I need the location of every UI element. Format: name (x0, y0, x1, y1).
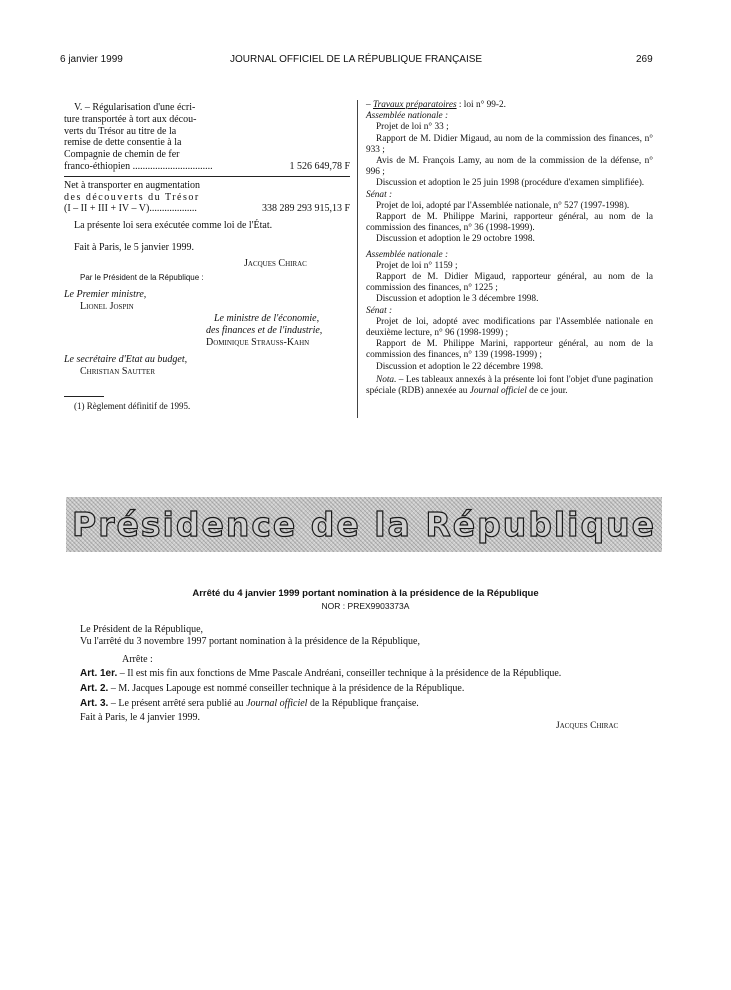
minister-title: des finances et de l'industrie, (206, 324, 323, 336)
item-v-line: V. – Régularisation d'une écri- (74, 102, 196, 113)
procedure-line: Projet de loi n° 33 ; (376, 122, 449, 133)
secretary-title: Le secrétaire d'Etat au budget, (64, 354, 188, 366)
total-rule (64, 176, 350, 177)
net-line: des découverts du Trésor (64, 191, 200, 203)
procedure-line: Discussion et adoption le 3 décembre 1998. (376, 294, 539, 305)
decree-signature: Jacques Chirac (556, 721, 619, 731)
item-v-line: remise de dette consentie à la (64, 137, 182, 149)
net-amount: 338 289 293 915,13 F (261, 203, 350, 215)
net-total-row (64, 203, 350, 215)
right-column: – Travaux préparatoires : loi n° 99-2. Assemblée nationale : Projet de loi n° 33 ; Rapport de M. Didier Migaud, au nom de la commission des finances, n° 933 ; Avis de M. François Lamy, au nom de la commission de la défense, n° 996 ; Discussion et adoption le 25 juin 1998 (procédure d'examen simplifiée). Sénat : Projet de loi, adopté par l'Assemblée nationale, n° 527 (1997-1998). Rapport de M. Philippe Marini, rapporteur général, au nom de la commission des finances, n° 36 (1998-1999). Discussion et adoption le 29 octobre 1998. Assemblée nationale : Projet de loi n° 1159 ; Rapport de M. Didier Migaud, rapporteur général, au nom de la commission des finances, n° 1225 ; Discussion et adoption le 3 décembre 1998. Sénat : Projet de loi, adopté avec modifications par l'Assemblée nationale en deuxième lecture, n° 96 (1998-1999) ; Rapport de M. Philippe Marini, rapporteur général, au nom de la commission des finances, n° 139 (1998-1999) ; Discussion et adoption le 22 décembre 1998. Nota. – Les tableaux annexés à la présente loi font l'objet d'une pagination spéciale (RDB) annexée au Journal officiel de ce jour. (366, 100, 653, 397)
procedure-line: Discussion et adoption le 22 décembre 1998. (376, 361, 544, 372)
procedure-line: Rapport de M. Philippe Marini, rapporteur général, au nom de la commission des finances, n° 36 (1998-1999). (366, 212, 653, 234)
procedure-line: Avis de M. François Lamy, au nom de la commission de la défense, n° 996 ; (366, 156, 653, 178)
journal-title: JOURNAL OFFICIEL DE LA RÉPUBLIQUE FRANÇAISE (230, 54, 483, 65)
item-v-line: ture transportée à tort aux décou- (64, 113, 197, 125)
pm-title: Le Premier ministre, (64, 289, 147, 301)
item-v-line: Compagnie de chemin de fer (64, 149, 180, 161)
procedure-line: Rapport de M. Didier Migaud, au nom de la commission des finances, n° 933 ; (366, 133, 653, 155)
item-v-last-line: franco-éthiopien ................................ (64, 160, 213, 172)
footnote-rule (64, 396, 104, 397)
article-text: – Le présent arrêté sera publié au (108, 698, 247, 709)
secretary-name: Christian Sautter (80, 366, 156, 378)
net-line: Net à transporter en augmentation (64, 179, 201, 191)
page-number: 269 (636, 54, 653, 65)
footnote: (1) Règlement définitif de 1995. (74, 400, 191, 411)
par-le-president: Par le Président de la République : (80, 272, 204, 282)
article-text-end: de la République française. (307, 698, 419, 709)
decree-para: Le Président de la République, (80, 624, 204, 635)
procedure-line: Discussion et adoption le 25 juin 1998 (procédure d'examen simplifiée). (376, 178, 645, 189)
president-signature: Jacques Chirac (244, 257, 307, 269)
nota-text: – Les tableaux annexés à la présente loi font l'objet d'une pagination spéciale (RDB) annexée au (366, 374, 653, 397)
procedure-line: Projet de loi, adopté par l'Assemblée nationale, n° 527 (1997-1998). (376, 200, 630, 211)
article-text: – Il est mis fin aux fonctions de Mme Pascale Andréani, conseiller technique à la présidence de la République. (117, 668, 562, 679)
minister-title: Le ministre de l'économie, (214, 312, 320, 324)
nota-label: Nota. (376, 374, 397, 385)
procedure-line: Discussion et adoption le 29 octobre 1998. (376, 234, 535, 245)
decree-arrete: Arrête : (122, 654, 153, 665)
article-text: – M. Jacques Lapouge est nommé conseiller technique à la présidence de la République. (108, 683, 465, 694)
procedure-line: Projet de loi n° 1159 ; (376, 260, 458, 271)
banner-title: Présidence de la République (72, 505, 656, 544)
fait-left: Fait à Paris, le 5 janvier 1999. (74, 241, 194, 253)
decree-title: Arrêté du 4 janvier 1999 portant nomination à la présidence de la République (192, 588, 539, 599)
section-heading: Assemblée nationale : (366, 111, 449, 122)
section-heading: Assemblée nationale : (366, 249, 449, 260)
procedure-line: Projet de loi, adopté avec modifications par l'Assemblée nationale en deuxième lecture, n° 96 (1998-1999) ; (366, 316, 653, 339)
nota-text-end: de ce jour. (526, 386, 568, 397)
net-last-line: (I – II + III + IV – V)................... (64, 203, 197, 215)
section-heading: Sénat : (366, 305, 393, 316)
procedure-line: Rapport de M. Didier Migaud, rapporteur général, au nom de la commission des finances, n° 1225 ; (366, 272, 653, 294)
item-v-block (64, 102, 236, 161)
header-date: 6 janvier 1999 (60, 54, 123, 65)
minister-block (64, 313, 350, 348)
minister-name: Dominique Strauss-Kahn (206, 336, 310, 348)
loi-text: La présente loi sera exécutée comme loi de l'État. (74, 220, 273, 232)
decree-para: Vu l'arrêté du 3 novembre 1997 portant nomination à la présidence de la République, (80, 636, 420, 647)
item-v-amount: 1 526 649,78 F (289, 160, 350, 172)
decree-body (80, 624, 670, 724)
article-journal: Journal officiel (246, 698, 308, 709)
nota-journal: Journal officiel (469, 386, 527, 397)
left-column (64, 102, 350, 413)
decree-nor: NOR : PREX9903373A (321, 601, 410, 611)
section-heading: Sénat : (366, 189, 393, 200)
procedure-line: Rapport de M. Philippe Marini, rapporteur général, au nom de la commission des finances, n° 139 (1998-1999) ; (366, 339, 653, 361)
travaux-rest: : loi n° 99-2. (456, 100, 507, 110)
article-label: Art. 2. (80, 683, 109, 694)
article-label: Art. 3. (80, 698, 109, 709)
travaux-label: Travaux préparatoires (372, 100, 457, 110)
item-v-line: verts du Trésor au titre de la (64, 125, 177, 137)
article-label: Art. 1er. (80, 668, 118, 679)
item-v-total-row (64, 161, 350, 173)
presidence-banner (66, 497, 662, 552)
column-divider (357, 100, 358, 418)
decree-fait: Fait à Paris, le 4 janvier 1999. (80, 712, 200, 723)
pm-name: Lionel Jospin (80, 301, 134, 313)
